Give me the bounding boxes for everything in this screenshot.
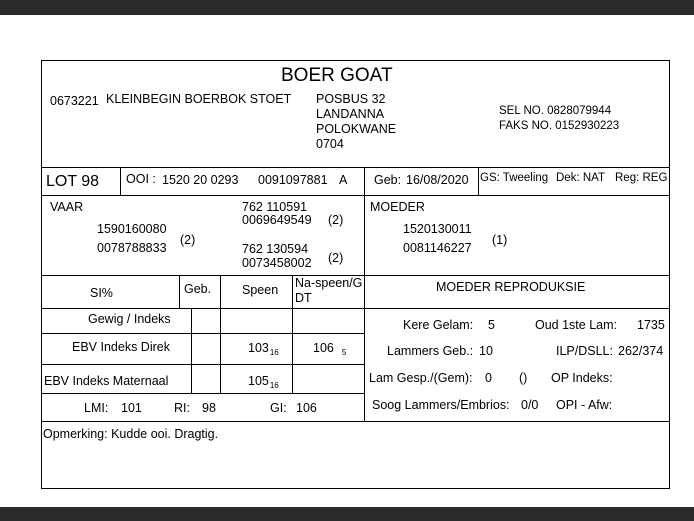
kere-value: 5	[488, 318, 495, 332]
divider-row3	[41, 393, 364, 394]
lam-gem-value: ()	[519, 371, 528, 385]
lmi-value: 101	[121, 401, 142, 415]
breeder-name: KLEINBEGIN BOERBOK STOET	[106, 92, 292, 106]
divider-row1	[41, 333, 364, 334]
reg-value: Reg: REG	[615, 172, 668, 184]
direk-naspeen-value: 106 $_5$	[313, 341, 347, 357]
divider-si-geb	[179, 275, 180, 308]
moeder-id-2: 0081146227	[403, 241, 472, 255]
soog-value: 0/0	[521, 398, 539, 412]
page-title: BOER GOAT	[281, 65, 393, 86]
bottom-bar	[0, 507, 694, 521]
lmi-label: LMI:	[84, 401, 109, 415]
fax-number: FAKS NO. 0152930223	[499, 120, 620, 132]
direk-speen-value: $103_{16}$	[248, 341, 279, 357]
ilp-label: ILP/DSLL:	[556, 344, 613, 358]
si-header: SI%	[90, 286, 113, 300]
row-direk-label: EBV Indeks Direk	[72, 340, 170, 354]
geb-date: 16/08/2020	[406, 173, 469, 187]
divider-ooi-geb	[364, 167, 365, 195]
divider-row2	[41, 364, 364, 365]
ri-value: 98	[202, 401, 216, 415]
address-line-3: POLOKWANE	[316, 122, 397, 136]
divider-geb-speen	[220, 275, 221, 393]
vaar-id-1: 1590160080	[97, 222, 167, 236]
lot-number: LOT 98	[46, 173, 100, 190]
cell-number: SEL NO. 0828079944	[499, 105, 612, 117]
sire2-id: 762 130594	[242, 242, 309, 256]
dek-value: Dek: NAT	[556, 172, 605, 184]
ooi-grade: A	[339, 173, 348, 187]
sire1-reg: 0069649549	[242, 213, 312, 227]
speen-header: Speen	[242, 283, 279, 297]
address-line-4: 0704	[316, 137, 344, 151]
divider-label-geb	[191, 308, 192, 393]
lammers-value: 10	[479, 344, 493, 358]
card-top-border	[41, 60, 670, 61]
ilp-value: 262/374	[618, 344, 664, 358]
oud-value: 1735	[637, 318, 665, 332]
divider-lot	[41, 195, 670, 196]
opi-label: OPI - Afw:	[556, 398, 613, 412]
oud-label: Oud 1ste Lam:	[535, 318, 617, 332]
lam-gesp-label: Lam Gesp./(Gem):	[369, 371, 473, 385]
vaar-count: (2)	[180, 233, 196, 247]
row-gewig-label: Gewig / Indeks	[88, 312, 171, 326]
geb-label: Geb:	[374, 173, 402, 187]
opmerking: Opmerking: Kudde ooi. Dragtig.	[43, 427, 219, 441]
lam-gesp-value: 0	[485, 371, 492, 385]
address-line-1: POSBUS 32	[316, 92, 386, 106]
gi-value: 106	[296, 401, 317, 415]
divider-header	[41, 167, 670, 168]
breeder-id: 0673221	[50, 94, 99, 108]
moeder-label: MOEDER	[370, 200, 425, 214]
ooi-id: 1520 20 0293	[162, 173, 239, 187]
lammers-label: Lammers Geb.:	[387, 344, 474, 358]
soog-label: Soog Lammers/Embrios:	[372, 398, 510, 412]
sire2-reg: 0073458002	[242, 256, 312, 270]
vaar-id-2: 0078788833	[97, 241, 167, 255]
divider-indices	[41, 421, 670, 422]
divider-si-header	[41, 308, 364, 309]
moeder-count: (1)	[492, 233, 508, 247]
sire1-id: 762 110591	[242, 200, 308, 214]
kere-label: Kere Gelam:	[403, 318, 474, 332]
row-maternaal-label: EBV Indeks Maternaal	[44, 374, 169, 388]
ooi-label: OOI :	[126, 172, 156, 186]
op-label: OP Indeks:	[551, 371, 613, 385]
gi-label: GI:	[270, 401, 287, 415]
sire1-count: (2)	[328, 213, 344, 227]
divider-speen-naspeen	[292, 275, 293, 393]
ri-label: RI:	[174, 401, 190, 415]
divider-geb-gs	[478, 167, 479, 195]
maternaal-speen-value: $105_{16}$	[248, 374, 279, 390]
vaar-label: VAAR	[50, 200, 84, 214]
top-bar	[0, 0, 694, 15]
ooi-reg: 0091097881	[258, 173, 328, 187]
divider-lot-ooi	[120, 167, 121, 195]
address-line-2: LANDANNA	[316, 107, 385, 121]
geb-header: Geb.	[184, 282, 212, 296]
naspeen-header: Na-speen/GDT	[295, 276, 363, 305]
divider-repro-header	[364, 308, 670, 309]
repro-title: MOEDER REPRODUKSIE	[436, 280, 586, 294]
moeder-id-1: 1520130011	[403, 222, 472, 236]
divider-left-right	[364, 195, 365, 421]
card-bottom-border	[41, 488, 670, 489]
gs-value: GS: Tweeling	[480, 172, 549, 184]
sire2-count: (2)	[328, 251, 344, 265]
